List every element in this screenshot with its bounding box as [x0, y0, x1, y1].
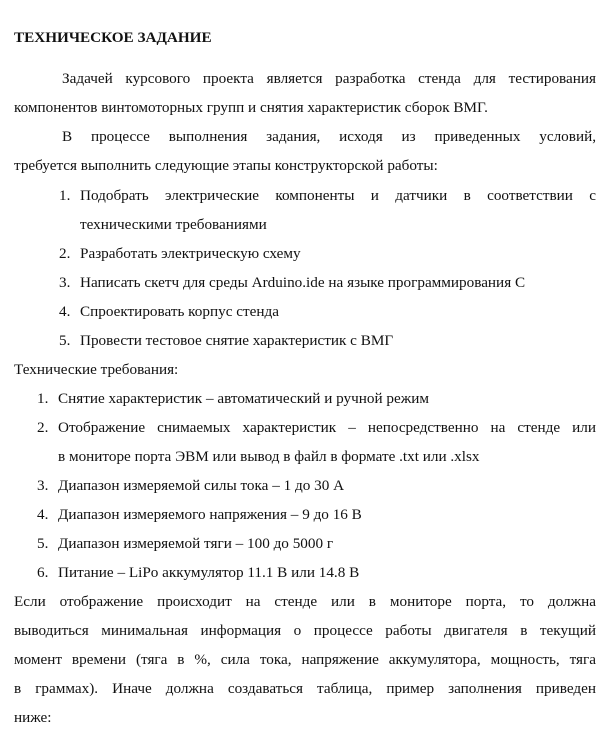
stage-1-line-2: техническими требованиями [80, 216, 267, 233]
stage-2-number: 2. [59, 245, 71, 262]
stage-1-line-1: Подобрать электрические компоненты и датчики в соответствии с [80, 187, 596, 204]
requirement-2-line-2: в мониторе порта ЭВМ или вывод в файл в формате .txt или .xlsx [58, 448, 480, 465]
requirement-6-text: Питание – LiPo аккумулятор 11.1 В или 14.8 В [58, 564, 360, 581]
stage-2-text: Разработать электрическую схему [80, 245, 301, 262]
requirement-6-number: 6. [37, 564, 49, 581]
final-line-1: Если отображение происходит на стенде или в мониторе порта, то должна [14, 593, 596, 610]
stage-5-text: Провести тестовое снятие характеристик с ВМГ [80, 332, 394, 349]
stage-3-number: 3. [59, 274, 71, 291]
requirement-5-number: 5. [37, 535, 49, 552]
requirement-4-text: Диапазон измеряемого напряжения – 9 до 16 В [58, 506, 362, 523]
stage-4-text: Спроектировать корпус стенда [80, 303, 279, 320]
requirement-3-text: Диапазон измеряемой силы тока – 1 до 30 А [58, 477, 345, 494]
requirement-1-number: 1. [37, 390, 49, 407]
requirement-1-text: Снятие характеристик – автоматический и ручной режим [58, 390, 429, 407]
intro-line-1: Задачей курсового проекта является разработка стенда для тестирования [62, 70, 596, 87]
stage-1-number: 1. [59, 187, 71, 204]
requirement-5-text: Диапазон измеряемой тяги – 100 до 5000 г [58, 535, 334, 552]
requirement-3-number: 3. [37, 477, 49, 494]
process-line-2: требуется выполнить следующие этапы конструкторской работы: [14, 157, 438, 174]
stage-4-number: 4. [59, 303, 71, 320]
requirement-2-line-1: Отображение снимаемых характеристик – непосредственно на стенде или [58, 419, 596, 436]
requirement-4-number: 4. [37, 506, 49, 523]
final-line-5: ниже: [14, 709, 52, 726]
intro-line-2: компонентов винтомоторных групп и снятия характеристик сборок ВМГ. [14, 99, 488, 116]
final-line-2: выводиться минимальная информация о процессе работы двигателя в текущий [14, 622, 596, 639]
process-line-1: В процессе выполнения задания, исходя из приведенных условий, [62, 128, 596, 145]
requirements-heading: Технические требования: [14, 361, 179, 378]
stage-5-number: 5. [59, 332, 71, 349]
final-line-3: момент времени (тяга в %, сила тока, напряжение аккумулятора, мощность, тяга [14, 651, 596, 668]
final-line-4: в граммах). Иначе должна создаваться таблица, пример заполнения приведен [14, 680, 596, 697]
document-title: ТЕХНИЧЕСКОЕ ЗАДАНИЕ [14, 29, 212, 46]
requirement-2-number: 2. [37, 419, 49, 436]
stage-3-text: Написать скетч для среды Arduino.ide на языке программирования С [80, 274, 526, 291]
